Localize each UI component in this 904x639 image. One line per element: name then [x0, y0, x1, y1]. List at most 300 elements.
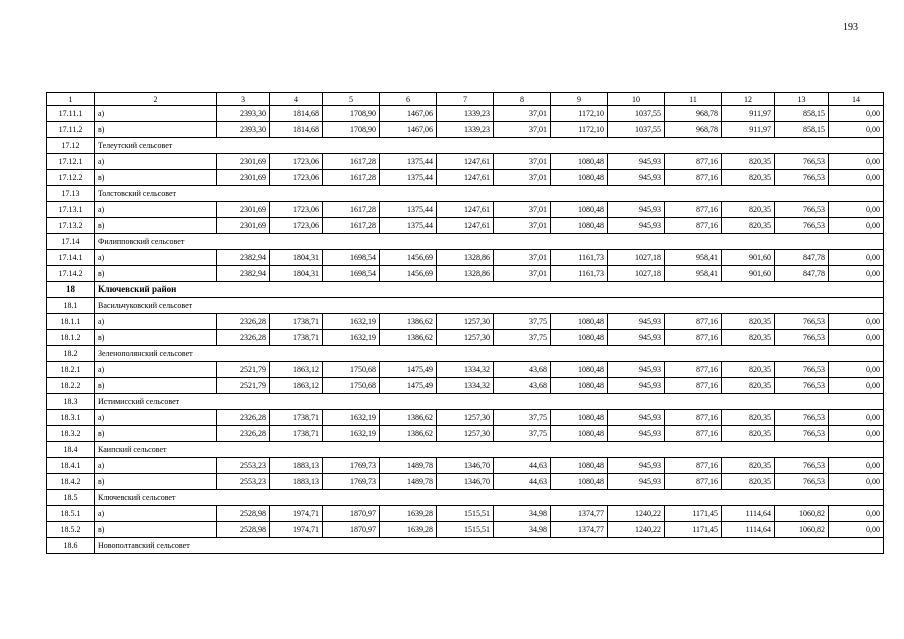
value-cell: 1037,55: [608, 122, 665, 138]
value-cell: 2521,79: [217, 378, 270, 394]
value-cell: 945,93: [608, 362, 665, 378]
value-cell: 43,68: [494, 378, 551, 394]
value-cell: 0,00: [829, 154, 884, 170]
value-cell: 0,00: [829, 170, 884, 186]
value-cell: 37,01: [494, 106, 551, 122]
council-name: Новополтавский сельсовет: [95, 538, 884, 554]
value-cell: 1247,61: [437, 218, 494, 234]
row-code: 18.4.2: [47, 474, 95, 490]
value-cell: 2393,30: [217, 122, 270, 138]
value-cell: 34,98: [494, 522, 551, 538]
value-cell: 2326,28: [217, 426, 270, 442]
value-cell: 1475,49: [380, 378, 437, 394]
tariff-table: [46, 92, 884, 554]
value-cell: 945,93: [608, 458, 665, 474]
row-code: 17.11.2: [47, 122, 95, 138]
row-code: 18.3: [47, 394, 95, 410]
row-code: 18.1: [47, 298, 95, 314]
value-cell: 877,16: [665, 410, 722, 426]
column-header: 8: [494, 93, 551, 106]
column-number-header-row: [47, 93, 884, 106]
value-cell: 1334,32: [437, 362, 494, 378]
value-cell: 968,78: [665, 106, 722, 122]
value-cell: 37,01: [494, 250, 551, 266]
value-cell: 1172,10: [551, 106, 608, 122]
value-cell: 1723,06: [270, 202, 323, 218]
table-row: [47, 154, 884, 170]
value-cell: 1386,62: [380, 426, 437, 442]
column-header: 9: [551, 93, 608, 106]
value-cell: 766,53: [775, 154, 829, 170]
value-cell: 945,93: [608, 330, 665, 346]
row-code: 18.4: [47, 442, 95, 458]
value-cell: 1080,48: [551, 170, 608, 186]
value-cell: 1080,48: [551, 362, 608, 378]
value-cell: 37,01: [494, 266, 551, 282]
value-cell: 1374,77: [551, 506, 608, 522]
value-cell: 1769,73: [323, 458, 380, 474]
value-cell: 1374,77: [551, 522, 608, 538]
value-cell: 1750,68: [323, 362, 380, 378]
value-cell: 1171,45: [665, 522, 722, 538]
column-header: 6: [380, 93, 437, 106]
value-cell: 1339,23: [437, 122, 494, 138]
value-cell: 44,63: [494, 474, 551, 490]
value-cell: 1863,12: [270, 362, 323, 378]
value-cell: 0,00: [829, 122, 884, 138]
row-subitem-label: а): [95, 410, 217, 426]
value-cell: 1328,86: [437, 266, 494, 282]
value-cell: 1515,51: [437, 522, 494, 538]
value-cell: 1334,32: [437, 378, 494, 394]
value-cell: 1080,48: [551, 330, 608, 346]
row-code: 18.4.1: [47, 458, 95, 474]
row-code: 18.3.1: [47, 410, 95, 426]
table-row: [47, 426, 884, 442]
value-cell: 2326,28: [217, 410, 270, 426]
value-cell: 1814,68: [270, 106, 323, 122]
district-row: [47, 282, 884, 298]
value-cell: 766,53: [775, 458, 829, 474]
value-cell: 1698,54: [323, 266, 380, 282]
column-header: 3: [217, 93, 270, 106]
value-cell: 820,35: [722, 202, 775, 218]
value-cell: 37,01: [494, 154, 551, 170]
value-cell: 1247,61: [437, 202, 494, 218]
value-cell: 820,35: [722, 314, 775, 330]
row-code: 18.3.2: [47, 426, 95, 442]
value-cell: 1617,28: [323, 170, 380, 186]
value-cell: 0,00: [829, 458, 884, 474]
value-cell: 766,53: [775, 410, 829, 426]
value-cell: 1708,90: [323, 106, 380, 122]
value-cell: 820,35: [722, 458, 775, 474]
value-cell: 945,93: [608, 410, 665, 426]
value-cell: 0,00: [829, 362, 884, 378]
council-row: [47, 346, 884, 362]
value-cell: 1060,82: [775, 522, 829, 538]
value-cell: 1375,44: [380, 202, 437, 218]
value-cell: 945,93: [608, 154, 665, 170]
value-cell: 1515,51: [437, 506, 494, 522]
value-cell: 911,97: [722, 122, 775, 138]
value-cell: 37,75: [494, 314, 551, 330]
value-cell: 1171,45: [665, 506, 722, 522]
row-subitem-label: в): [95, 218, 217, 234]
row-code: 18.5.2: [47, 522, 95, 538]
row-subitem-label: в): [95, 170, 217, 186]
council-name: Ключевский сельсовет: [95, 490, 884, 506]
value-cell: 877,16: [665, 202, 722, 218]
value-cell: 0,00: [829, 410, 884, 426]
value-cell: 1240,22: [608, 506, 665, 522]
value-cell: 958,41: [665, 266, 722, 282]
value-cell: 2528,98: [217, 506, 270, 522]
council-row: [47, 138, 884, 154]
column-header: 13: [775, 93, 829, 106]
value-cell: 1974,71: [270, 522, 323, 538]
value-cell: 1870,97: [323, 522, 380, 538]
row-subitem-label: а): [95, 362, 217, 378]
value-cell: 877,16: [665, 378, 722, 394]
value-cell: 1161,73: [551, 250, 608, 266]
value-cell: 1161,73: [551, 266, 608, 282]
row-subitem-label: в): [95, 474, 217, 490]
value-cell: 1804,31: [270, 266, 323, 282]
value-cell: 858,15: [775, 106, 829, 122]
district-name: Ключевский район: [95, 282, 884, 298]
value-cell: 1375,44: [380, 218, 437, 234]
table-row: [47, 506, 884, 522]
value-cell: 1114,64: [722, 506, 775, 522]
value-cell: 877,16: [665, 330, 722, 346]
table-row: [47, 314, 884, 330]
value-cell: 1738,71: [270, 410, 323, 426]
table-row: [47, 474, 884, 490]
value-cell: 37,75: [494, 330, 551, 346]
value-cell: 958,41: [665, 250, 722, 266]
column-header: 11: [665, 93, 722, 106]
value-cell: 2301,69: [217, 170, 270, 186]
value-cell: 877,16: [665, 474, 722, 490]
value-cell: 1080,48: [551, 218, 608, 234]
value-cell: 1738,71: [270, 330, 323, 346]
council-row: [47, 186, 884, 202]
value-cell: 0,00: [829, 378, 884, 394]
value-cell: 2393,30: [217, 106, 270, 122]
table-row: [47, 330, 884, 346]
value-cell: 1639,28: [380, 522, 437, 538]
value-cell: 1027,18: [608, 266, 665, 282]
column-header: 4: [270, 93, 323, 106]
value-cell: 1257,30: [437, 410, 494, 426]
table-row: [47, 250, 884, 266]
value-cell: 1080,48: [551, 474, 608, 490]
table-row: [47, 106, 884, 122]
value-cell: 1060,82: [775, 506, 829, 522]
value-cell: 766,53: [775, 362, 829, 378]
value-cell: 1863,12: [270, 378, 323, 394]
value-cell: 1375,44: [380, 170, 437, 186]
value-cell: 37,01: [494, 202, 551, 218]
row-code: 17.14: [47, 234, 95, 250]
council-row: [47, 490, 884, 506]
row-code: 18.5: [47, 490, 95, 506]
value-cell: 901,60: [722, 266, 775, 282]
value-cell: 820,35: [722, 154, 775, 170]
value-cell: 1114,64: [722, 522, 775, 538]
row-code: 17.14.2: [47, 266, 95, 282]
value-cell: 877,16: [665, 218, 722, 234]
row-code: 18.2: [47, 346, 95, 362]
value-cell: 2301,69: [217, 202, 270, 218]
row-code: 18: [47, 282, 95, 298]
row-code: 17.13: [47, 186, 95, 202]
row-code: 18.5.1: [47, 506, 95, 522]
value-cell: 1339,23: [437, 106, 494, 122]
value-cell: 2326,28: [217, 330, 270, 346]
column-header: 1: [47, 93, 95, 106]
value-cell: 1632,19: [323, 410, 380, 426]
value-cell: 1080,48: [551, 426, 608, 442]
row-subitem-label: а): [95, 314, 217, 330]
row-subitem-label: в): [95, 330, 217, 346]
value-cell: 1257,30: [437, 330, 494, 346]
value-cell: 968,78: [665, 122, 722, 138]
value-cell: 820,35: [722, 378, 775, 394]
value-cell: 0,00: [829, 522, 884, 538]
value-cell: 1080,48: [551, 378, 608, 394]
column-header: 10: [608, 93, 665, 106]
value-cell: 1456,69: [380, 250, 437, 266]
council-row: [47, 442, 884, 458]
value-cell: 1375,44: [380, 154, 437, 170]
value-cell: 1738,71: [270, 314, 323, 330]
table-row: [47, 378, 884, 394]
row-subitem-label: в): [95, 266, 217, 282]
value-cell: 1974,71: [270, 506, 323, 522]
value-cell: 0,00: [829, 202, 884, 218]
row-code: 18.2.2: [47, 378, 95, 394]
table-row: [47, 170, 884, 186]
value-cell: 1080,48: [551, 458, 608, 474]
column-header: 5: [323, 93, 380, 106]
value-cell: 2553,23: [217, 458, 270, 474]
row-subitem-label: а): [95, 250, 217, 266]
value-cell: 820,35: [722, 426, 775, 442]
council-row: [47, 298, 884, 314]
column-header: 14: [829, 93, 884, 106]
value-cell: 0,00: [829, 330, 884, 346]
value-cell: 1346,70: [437, 474, 494, 490]
value-cell: 766,53: [775, 202, 829, 218]
value-cell: 1870,97: [323, 506, 380, 522]
value-cell: 877,16: [665, 426, 722, 442]
value-cell: 1723,06: [270, 170, 323, 186]
value-cell: 945,93: [608, 474, 665, 490]
value-cell: 1883,13: [270, 458, 323, 474]
council-row: [47, 538, 884, 554]
row-code: 18.6: [47, 538, 95, 554]
row-code: 17.12: [47, 138, 95, 154]
value-cell: 1723,06: [270, 154, 323, 170]
value-cell: 820,35: [722, 362, 775, 378]
row-subitem-label: в): [95, 426, 217, 442]
value-cell: 877,16: [665, 170, 722, 186]
row-subitem-label: а): [95, 106, 217, 122]
row-code: 18.1.2: [47, 330, 95, 346]
row-subitem-label: в): [95, 522, 217, 538]
value-cell: 1489,78: [380, 474, 437, 490]
council-row: [47, 234, 884, 250]
row-subitem-label: а): [95, 202, 217, 218]
table-row: [47, 266, 884, 282]
value-cell: 2382,94: [217, 266, 270, 282]
value-cell: 858,15: [775, 122, 829, 138]
council-name: Толстовский сельсовет: [95, 186, 884, 202]
council-name: Васильчуковский сельсовет: [95, 298, 884, 314]
column-header: 12: [722, 93, 775, 106]
value-cell: 0,00: [829, 106, 884, 122]
value-cell: 766,53: [775, 170, 829, 186]
value-cell: 1750,68: [323, 378, 380, 394]
council-row: [47, 394, 884, 410]
value-cell: 0,00: [829, 218, 884, 234]
value-cell: 766,53: [775, 330, 829, 346]
value-cell: 945,93: [608, 170, 665, 186]
value-cell: 901,60: [722, 250, 775, 266]
column-header: 2: [95, 93, 217, 106]
row-subitem-label: в): [95, 122, 217, 138]
value-cell: 1080,48: [551, 410, 608, 426]
value-cell: 1617,28: [323, 218, 380, 234]
value-cell: 1639,28: [380, 506, 437, 522]
value-cell: 1489,78: [380, 458, 437, 474]
value-cell: 945,93: [608, 378, 665, 394]
row-code: 17.12.1: [47, 154, 95, 170]
value-cell: 1617,28: [323, 154, 380, 170]
row-code: 17.12.2: [47, 170, 95, 186]
row-subitem-label: а): [95, 506, 217, 522]
value-cell: 820,35: [722, 218, 775, 234]
row-code: 18.2.1: [47, 362, 95, 378]
value-cell: 766,53: [775, 378, 829, 394]
table-row: [47, 218, 884, 234]
table-row: [47, 522, 884, 538]
value-cell: 820,35: [722, 410, 775, 426]
value-cell: 1386,62: [380, 410, 437, 426]
value-cell: 1708,90: [323, 122, 380, 138]
value-cell: 1883,13: [270, 474, 323, 490]
value-cell: 1769,73: [323, 474, 380, 490]
value-cell: 1632,19: [323, 330, 380, 346]
value-cell: 877,16: [665, 458, 722, 474]
value-cell: 820,35: [722, 330, 775, 346]
council-name: Телеутский сельсовет: [95, 138, 884, 154]
row-subitem-label: в): [95, 378, 217, 394]
council-name: Истимисский сельсовет: [95, 394, 884, 410]
value-cell: 945,93: [608, 202, 665, 218]
council-name: Зеленополянский сельсовет: [95, 346, 884, 362]
value-cell: 0,00: [829, 266, 884, 282]
value-cell: 1247,61: [437, 154, 494, 170]
value-cell: 0,00: [829, 250, 884, 266]
value-cell: 0,00: [829, 314, 884, 330]
value-cell: 37,75: [494, 426, 551, 442]
value-cell: 0,00: [829, 426, 884, 442]
value-cell: 945,93: [608, 426, 665, 442]
value-cell: 1467,06: [380, 106, 437, 122]
value-cell: 1632,19: [323, 426, 380, 442]
table-row: [47, 122, 884, 138]
row-code: 17.11.1: [47, 106, 95, 122]
value-cell: 37,75: [494, 410, 551, 426]
council-name: Каипский сельсовет: [95, 442, 884, 458]
value-cell: 1172,10: [551, 122, 608, 138]
value-cell: 1698,54: [323, 250, 380, 266]
row-subitem-label: а): [95, 154, 217, 170]
value-cell: 945,93: [608, 314, 665, 330]
value-cell: 2382,94: [217, 250, 270, 266]
value-cell: 1240,22: [608, 522, 665, 538]
row-code: 18.1.1: [47, 314, 95, 330]
value-cell: 1723,06: [270, 218, 323, 234]
value-cell: 1346,70: [437, 458, 494, 474]
row-code: 17.13.2: [47, 218, 95, 234]
value-cell: 0,00: [829, 474, 884, 490]
value-cell: 820,35: [722, 474, 775, 490]
value-cell: 877,16: [665, 362, 722, 378]
value-cell: 44,63: [494, 458, 551, 474]
value-cell: 1804,31: [270, 250, 323, 266]
value-cell: 2521,79: [217, 362, 270, 378]
value-cell: 37,01: [494, 170, 551, 186]
value-cell: 1738,71: [270, 426, 323, 442]
row-code: 17.14.1: [47, 250, 95, 266]
table-row: [47, 458, 884, 474]
page-number: 193: [843, 22, 858, 33]
row-subitem-label: а): [95, 458, 217, 474]
value-cell: 1037,55: [608, 106, 665, 122]
row-code: 17.13.1: [47, 202, 95, 218]
council-name: Филипповский сельсовет: [95, 234, 884, 250]
value-cell: 1080,48: [551, 202, 608, 218]
value-cell: 877,16: [665, 154, 722, 170]
value-cell: 911,97: [722, 106, 775, 122]
value-cell: 1247,61: [437, 170, 494, 186]
value-cell: 2553,23: [217, 474, 270, 490]
value-cell: 43,68: [494, 362, 551, 378]
column-header: 7: [437, 93, 494, 106]
table-row: [47, 362, 884, 378]
value-cell: 1257,30: [437, 314, 494, 330]
value-cell: 2301,69: [217, 218, 270, 234]
table-row: [47, 202, 884, 218]
value-cell: 1617,28: [323, 202, 380, 218]
value-cell: 37,01: [494, 218, 551, 234]
value-cell: 1814,68: [270, 122, 323, 138]
value-cell: 877,16: [665, 314, 722, 330]
value-cell: 1386,62: [380, 330, 437, 346]
value-cell: 766,53: [775, 218, 829, 234]
value-cell: 766,53: [775, 426, 829, 442]
value-cell: 1467,06: [380, 122, 437, 138]
value-cell: 1632,19: [323, 314, 380, 330]
value-cell: 1080,48: [551, 314, 608, 330]
value-cell: 1475,49: [380, 362, 437, 378]
value-cell: 0,00: [829, 506, 884, 522]
value-cell: 847,78: [775, 250, 829, 266]
